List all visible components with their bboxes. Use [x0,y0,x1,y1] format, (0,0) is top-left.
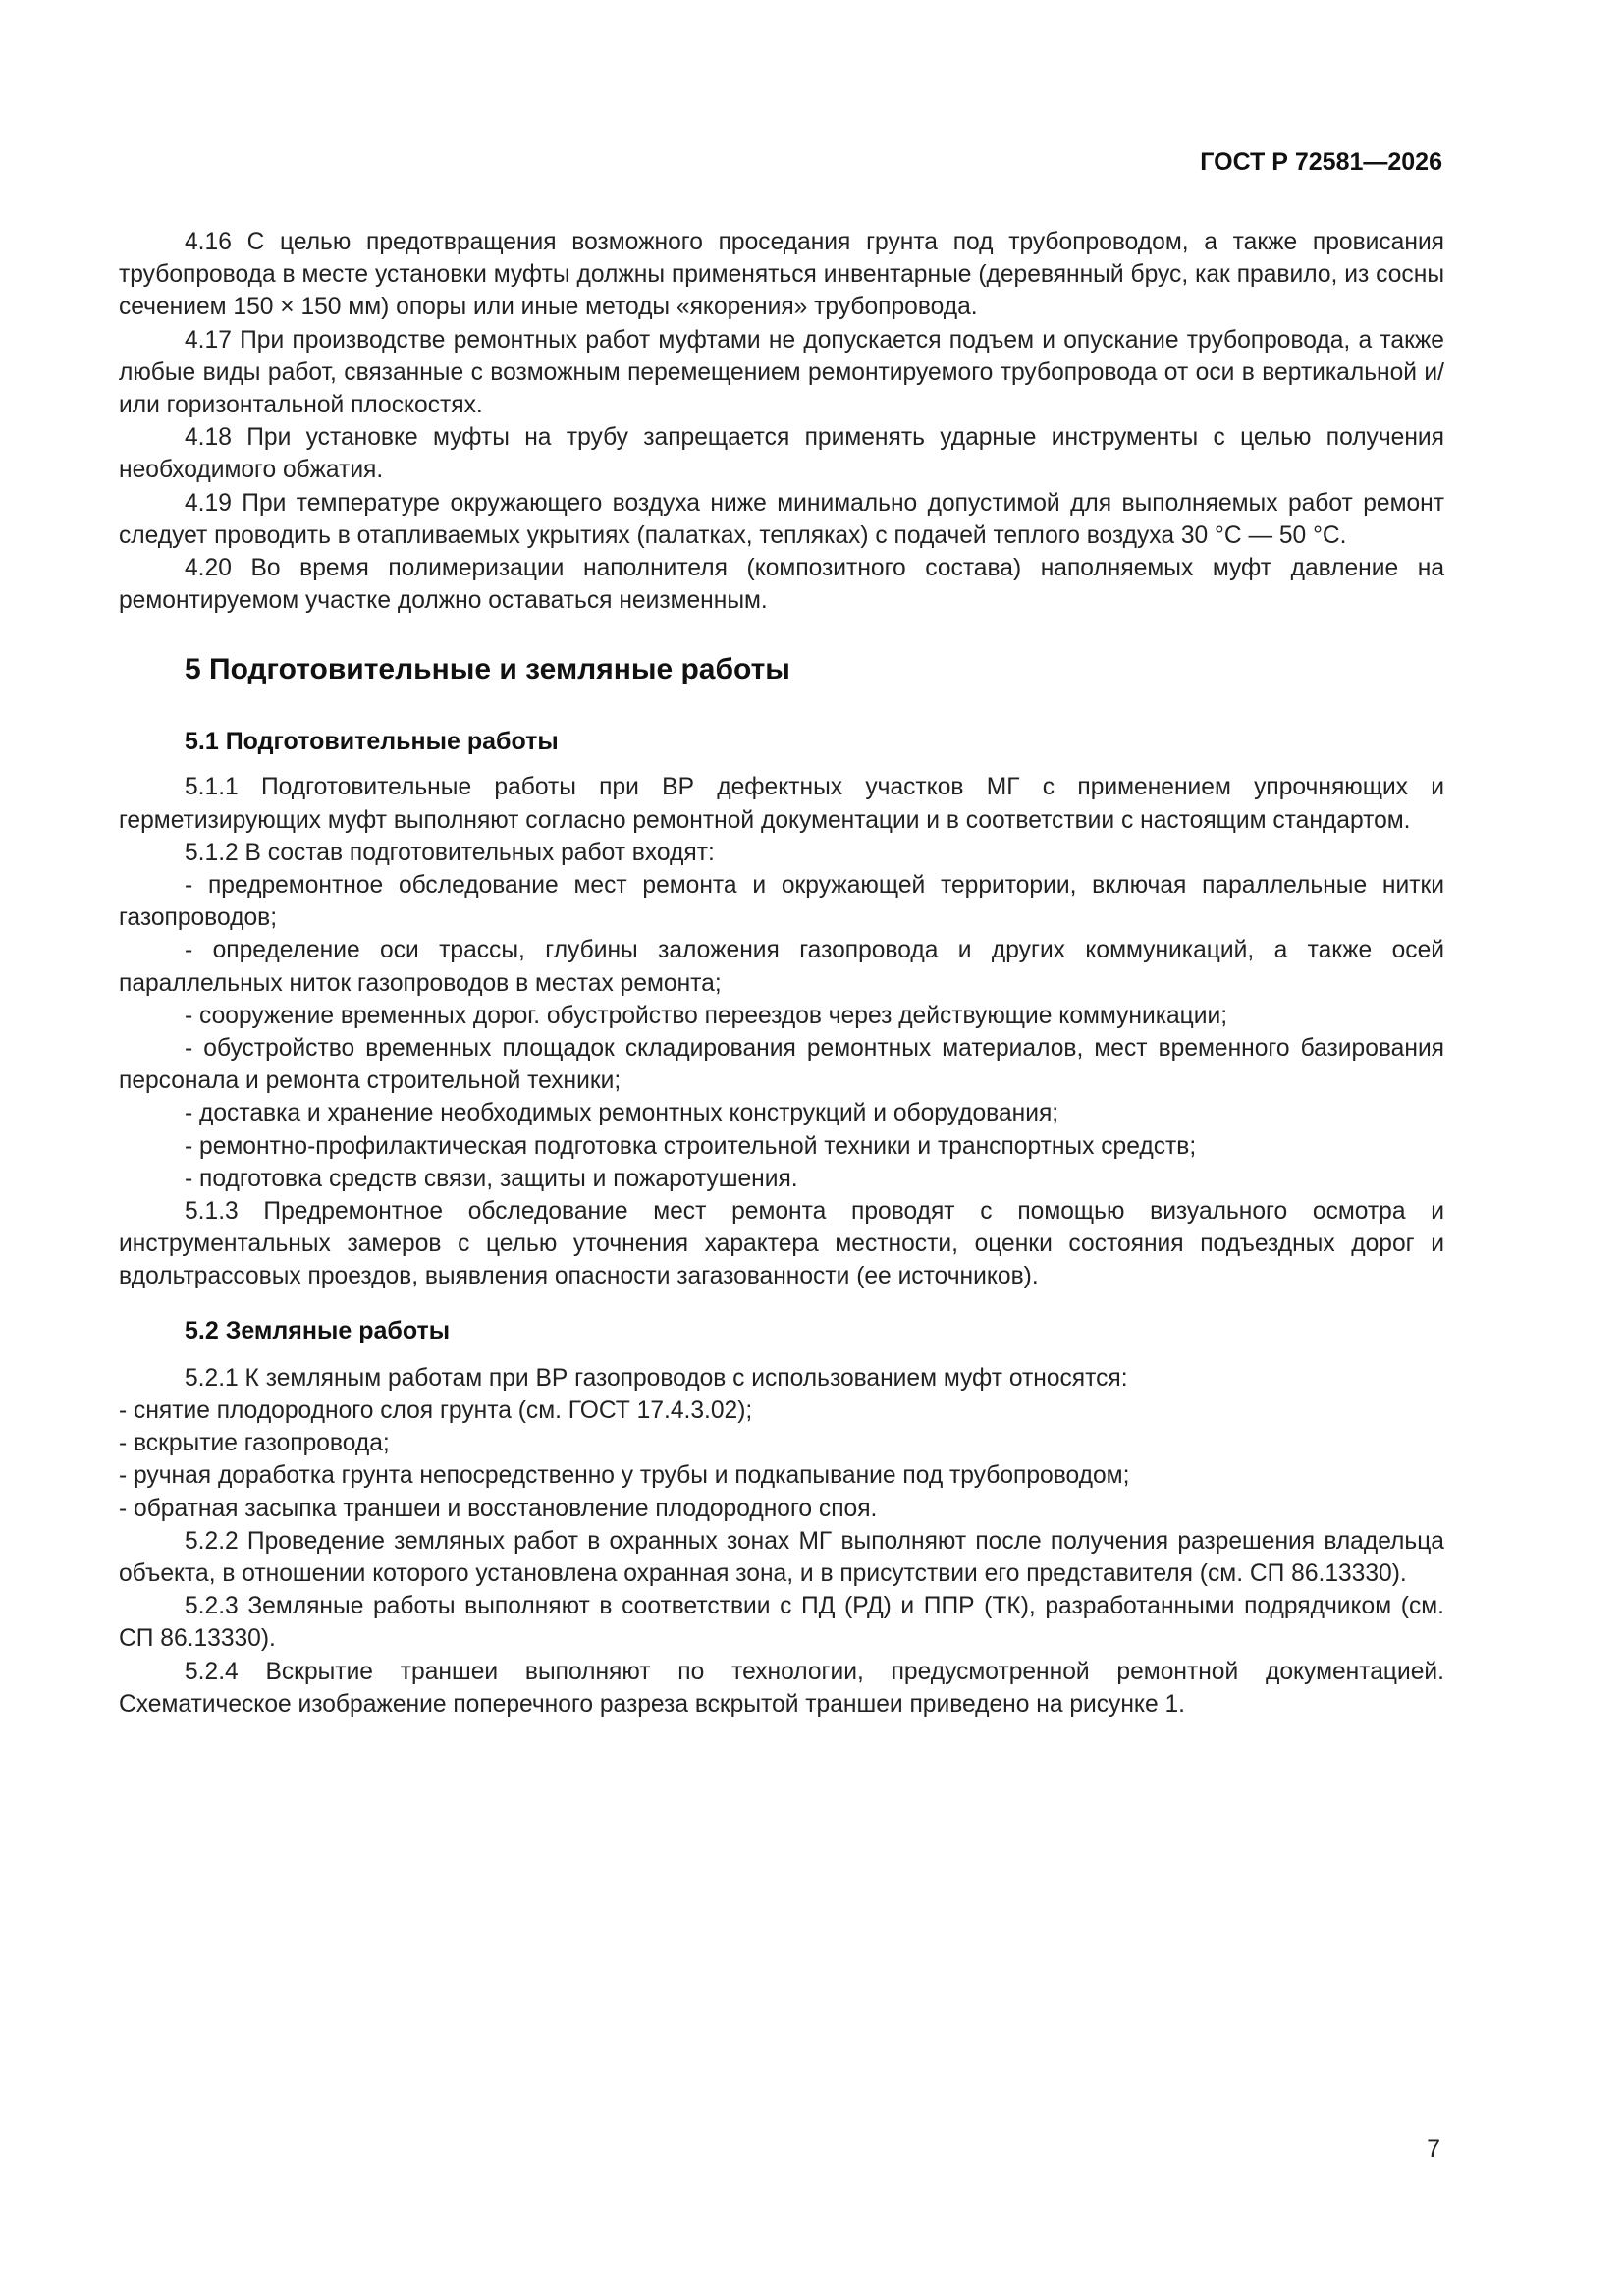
list-item: - обратная засыпка траншеи и восстановление плодородного споя. [119,1495,878,1522]
paragraph-4-17: 4.17 При производстве ремонтных работ муфтами не допускается подъем и опускание трубопровода, а также любые виды работ, связанные с возможным перемещением ремонтируемого трубопровода от оси в вертикальной и/или горизонтальной плоскостях. [119,326,1444,419]
list-item: - обустройство временных площадок складирования ремонтных материалов, мест временного базирования персонала и ремонта строительной техники; [119,1035,1444,1095]
paragraph-5-2-4: 5.2.4 Вскрытие траншеи выполняют по технологии, предусмотренной ремонтной документацией. Схематическое изображение поперечного разреза вскрытой траншеи приведено на рисунке 1. [119,1658,1444,1718]
paragraph-5-2-3: 5.2.3 Земляные работы выполняют в соответствии с ПД (РД) и ППР (ТК), разработанными подрядчиком (см. СП 86.13330). [119,1593,1444,1653]
paragraph-4-16: 4.16 С целью предотвращения возможного проседания грунта под трубопроводом, а также провисания трубопровода в месте установки муфты должны применяться инвентарные (деревянный брус, как правило, из сосны сечением 150 × 150 мм) опоры или иные методы «якорения» трубопровода. [119,229,1444,321]
list-item: - вскрытие газопровода; [119,1430,390,1457]
list-item: - предремонтное обследование мест ремонта и окружающей территории, включая параллельные нитки газопроводов; [119,872,1444,932]
list-item: - ручная доработка грунта непосредственно у трубы и подкапывание под трубопроводом; [119,1462,1130,1490]
list-item: - ремонтно-профилактическая подготовка строительной техники и транспортных средств; [185,1132,1197,1160]
list-item: - доставка и хранение необходимых ремонтных конструкций и оборудования; [185,1100,1059,1127]
section-5-1-heading: 5.1 Подготовительные работы [185,728,559,756]
page-number: 7 [1427,2135,1440,2162]
paragraph-5-1-2: 5.1.2 В состав подготовительных работ входят: [185,839,715,866]
section-5-2-heading: 5.2 Земляные работы [185,1316,451,1344]
list-item: - определение оси трассы, глубины заложения газопровода и других коммуникаций, а также осей параллельных ниток газопроводов в местах ремонта; [119,937,1444,997]
list-item: - сооружение временных дорог. обустройство переездов через действующие коммуникации; [185,1002,1228,1029]
section-5-heading: 5 Подготовительные и земляные работы [185,653,790,686]
document-body [119,226,1444,1721]
document-header-id: ГОСТ Р 72581—2026 [1200,148,1442,176]
paragraph-5-1-3: 5.1.3 Предремонтное обследование мест ремонта проводят с помощью визуального осмотра и инструментальных замеров с целью уточнения характера местности, оценки состояния подъездных дорог и вдольтрассовых проездов, выявления опасности загазованности (ее источников). [119,1198,1444,1290]
paragraph-4-18: 4.18 При установке муфты на трубу запрещается применять ударные инструменты с целью получения необходимого обжатия. [119,424,1444,484]
paragraph-5-2-2: 5.2.2 Проведение земляных работ в охранных зонах МГ выполняют после получения разрешения владельца объекта, в отношении которого установлена охранная зона, и в присутствии его представителя (см. СП 86.13330). [119,1527,1444,1587]
paragraph-5-2-1: 5.2.1 К земляным работам при ВР газопроводов с использованием муфт относятся: [185,1364,1128,1392]
paragraph-5-1-1: 5.1.1 Подготовительные работы при ВР дефектных участков МГ с применением упрочняющих и герметизирующих муфт выполняют согласно ремонтной документации и в соответствии с настоящим стандартом. [119,774,1444,834]
list-item: - подготовка средств связи, защиты и пожаротушения. [185,1165,798,1192]
list-item: - снятие плодородного слоя грунта (см. ГОСТ 17.4.3.02); [119,1396,753,1424]
paragraph-4-20: 4.20 Во время полимеризации наполнителя (композитного состава) наполняемых муфт давление на ремонтируемом участке должно оставаться неизменным. [119,555,1444,615]
paragraph-4-19: 4.19 При температуре окружающего воздуха ниже минимально допустимой для выполняемых работ ремонт следует проводить в отапливаемых укрытиях (палатках, тепляках) с подачей теплого воздуха 30 °С — 50 °С. [119,489,1444,549]
